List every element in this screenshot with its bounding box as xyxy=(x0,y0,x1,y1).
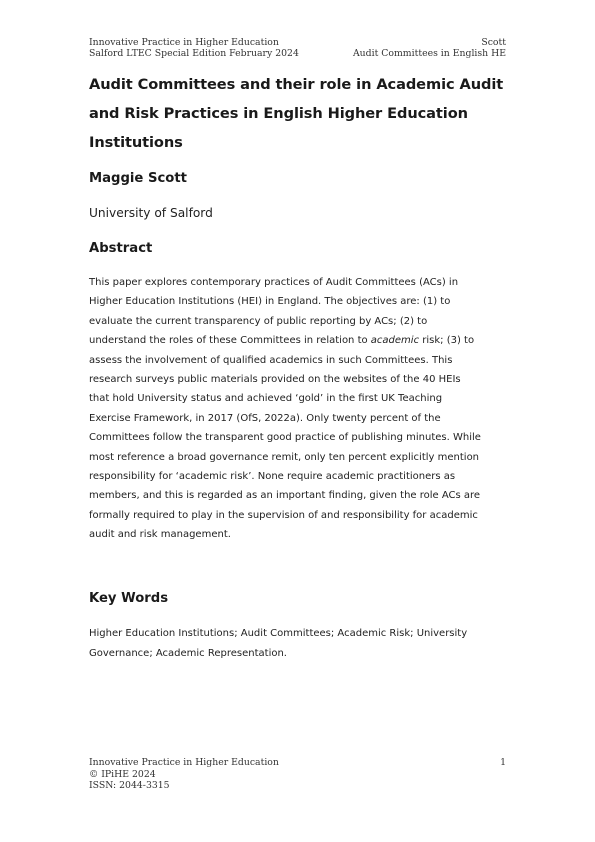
abstract-text-segment: risk; (3) to xyxy=(419,335,475,347)
page-footer xyxy=(89,757,279,792)
paper-title xyxy=(89,70,508,157)
title-line: Audit Committees and their role in Academic Audit xyxy=(89,76,504,93)
keywords-text xyxy=(89,624,509,664)
author-name: Maggie Scott xyxy=(89,171,187,186)
abstract-line: audit and risk management. xyxy=(89,529,231,541)
edition-info: Salford LTEC Special Edition February 2024 xyxy=(89,48,299,59)
author-affiliation: University of Salford xyxy=(89,206,213,220)
footer-journal-name: Innovative Practice in Higher Education xyxy=(89,757,279,768)
abstract-text-segment: understand the roles of these Committees in relation to xyxy=(89,335,371,347)
abstract-line: Higher Education Institutions (HEI) in England. The objectives are: (1) to xyxy=(89,296,451,308)
footer-issn: ISSN: 2044-3315 xyxy=(89,780,170,791)
journal-name: Innovative Practice in Higher Education xyxy=(89,37,279,48)
abstract-line: that hold University status and achieved ‘gold’ in the first UK Teaching xyxy=(89,393,443,405)
running-header-left xyxy=(89,37,299,59)
abstract-line: evaluate the current transparency of public reporting by ACs; (2) to xyxy=(89,315,428,327)
abstract-emphasis: academic xyxy=(370,335,420,347)
keywords-line: Higher Education Institutions; Audit Committees; Academic Risk; University xyxy=(89,628,468,639)
abstract-line: This paper explores contemporary practices of Audit Committees (ACs) in xyxy=(89,277,459,288)
page-number: 1 xyxy=(500,757,506,768)
keywords-line: Governance; Academic Representation. xyxy=(89,648,287,659)
title-line: Institutions xyxy=(89,134,183,151)
abstract-line: members, and this is regarded as an important finding, given the role ACs are xyxy=(89,490,481,502)
abstract-heading: Abstract xyxy=(89,241,153,256)
title-block xyxy=(89,70,508,157)
abstract-text xyxy=(89,273,509,545)
abstract-line: Committees follow the transparent good practice of publishing minutes. While xyxy=(89,432,481,444)
running-author: Scott xyxy=(481,37,506,48)
abstract-line: assess the involvement of qualified academics in such Committees. This xyxy=(89,354,453,366)
abstract-line: research surveys public materials provided on the websites of the 40 HEIs xyxy=(89,374,461,386)
keywords-heading: Key Words xyxy=(89,591,169,606)
footer-copyright: © IPiHE 2024 xyxy=(89,768,156,780)
abstract-line xyxy=(89,331,509,350)
abstract-line: most reference a broad governance remit, only ten percent explicitly mention xyxy=(89,451,480,463)
abstract-line: Exercise Framework, in 2017 (OfS, 2022a). Only twenty percent of the xyxy=(89,412,441,424)
abstract-line: formally required to play in the supervision of and responsibility for academic xyxy=(89,509,478,521)
running-header-right xyxy=(353,37,506,59)
running-title: Audit Committees in English HE xyxy=(352,48,506,59)
abstract-line: responsibility for ‘academic risk’. None require academic practitioners as xyxy=(89,471,456,483)
title-line: and Risk Practices in English Higher Education xyxy=(89,105,468,122)
